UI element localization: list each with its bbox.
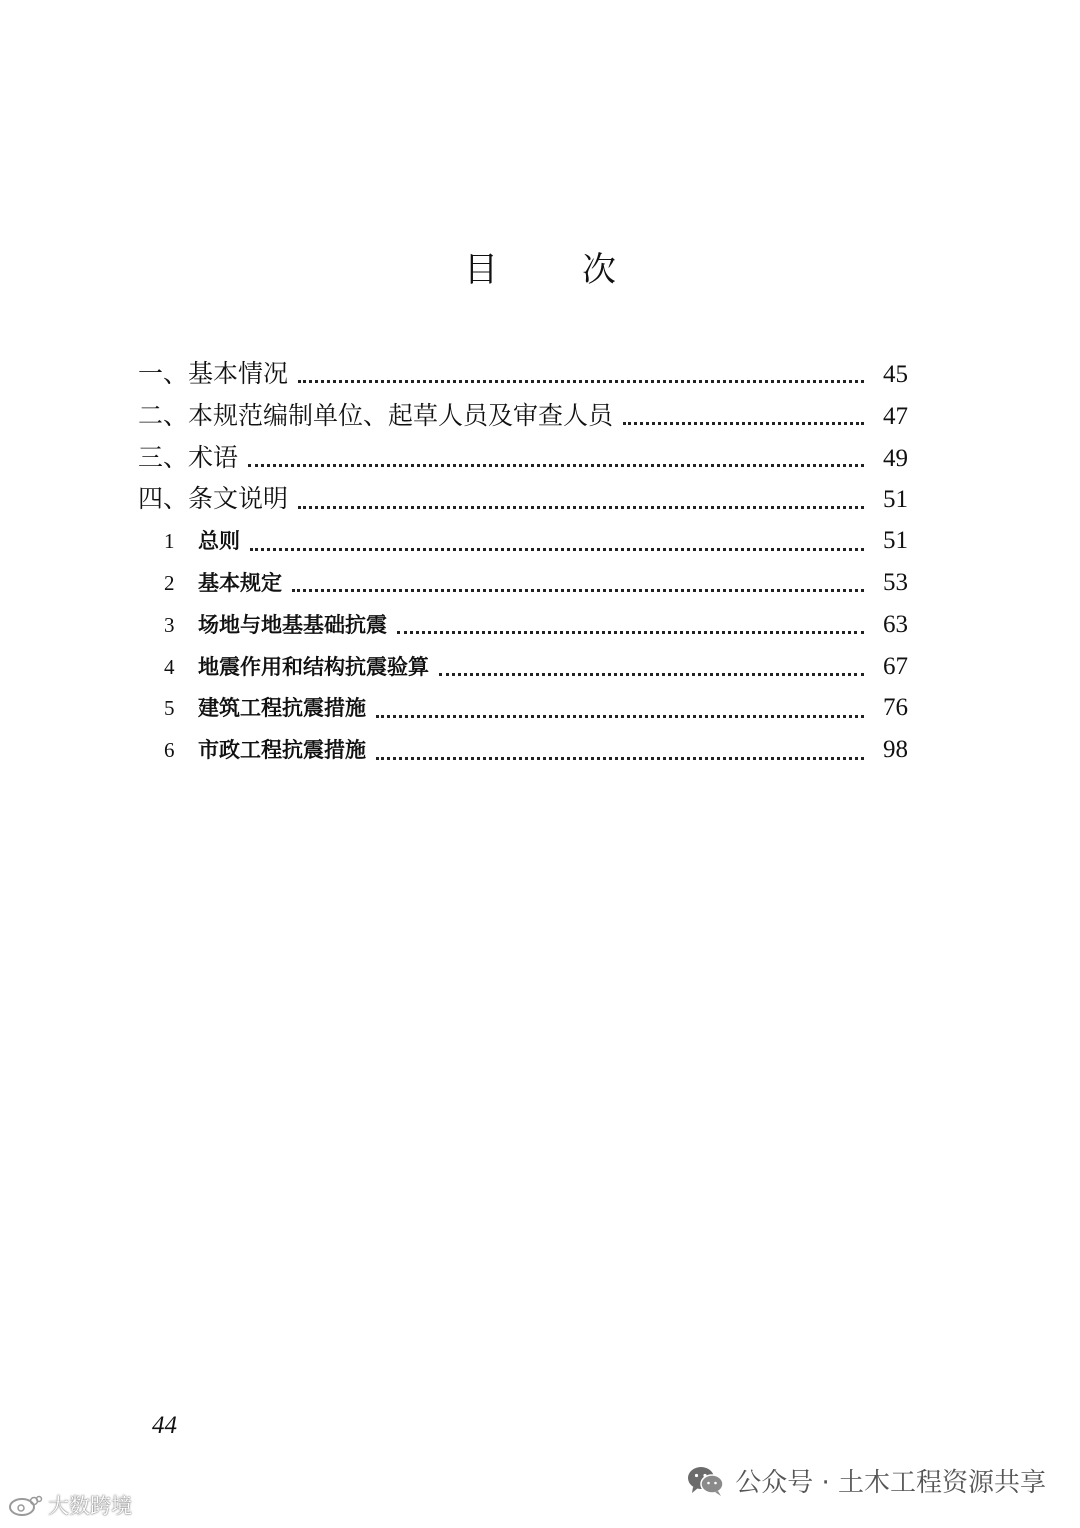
toc-subentry[interactable] [138, 562, 908, 604]
weibo-icon [8, 1493, 44, 1517]
toc-subentry-page: 53 [883, 568, 908, 596]
wechat-watermark-text: 公众号 · 土木工程资源共享 [735, 1468, 1046, 1498]
toc-entry-label: 四、条文说明 [138, 484, 289, 514]
toc-subentry-page: 98 [883, 736, 908, 764]
toc-subentry-page: 51 [883, 527, 908, 555]
toc-subentry-number: 6 [164, 738, 175, 763]
toc-title-char: 次 [582, 250, 616, 290]
toc-subentry-number: 2 [164, 570, 175, 595]
leader-dots [376, 737, 864, 760]
toc-entry-page: 49 [883, 444, 908, 472]
leader-dots [250, 528, 864, 551]
table-of-contents [138, 353, 908, 771]
toc-entry[interactable] [138, 395, 908, 437]
toc-subentry-page: 67 [883, 652, 908, 680]
toc-subentry-number: 5 [164, 696, 175, 721]
toc-subentry-number: 3 [164, 612, 175, 637]
toc-subentry[interactable] [138, 687, 908, 729]
wechat-icon [687, 1465, 725, 1497]
leader-dots [376, 695, 864, 718]
toc-subentry-page: 76 [883, 694, 908, 722]
page-number: 44 [152, 1412, 177, 1439]
weibo-watermark-text: 大数跨境 [48, 1494, 132, 1518]
toc-entry[interactable] [138, 437, 908, 479]
toc-subentry[interactable] [138, 729, 908, 771]
leader-dots [248, 444, 864, 467]
toc-subentry-label: 基本规定 [198, 570, 282, 595]
leader-dots [298, 360, 864, 383]
toc-subentry[interactable] [138, 604, 908, 646]
leader-dots [397, 611, 864, 634]
toc-subentry-number: 1 [164, 529, 175, 554]
toc-subentry-label: 场地与地基基础抗震 [198, 612, 387, 637]
toc-entry-label: 二、本规范编制单位、起草人员及审查人员 [138, 400, 614, 430]
toc-subentry-number: 4 [164, 654, 175, 679]
toc-entry-label: 三、术语 [138, 442, 239, 472]
leader-dots [439, 653, 864, 676]
toc-subentry[interactable] [138, 646, 908, 688]
toc-entry[interactable] [138, 353, 908, 395]
toc-title [0, 248, 1080, 292]
leader-dots [623, 402, 864, 425]
toc-subentry-label: 建筑工程抗震措施 [198, 696, 366, 721]
toc-entry[interactable] [138, 478, 908, 520]
weibo-watermark [8, 1490, 132, 1520]
leader-dots [298, 486, 864, 509]
toc-subentry-label: 市政工程抗震措施 [198, 738, 366, 763]
toc-subentry-page: 63 [883, 610, 908, 638]
wechat-watermark [687, 1462, 1046, 1499]
toc-entry-page: 47 [883, 402, 908, 430]
toc-subentry-label: 总则 [198, 529, 240, 554]
toc-subentry[interactable] [138, 520, 908, 562]
toc-title-char: 目 [464, 250, 498, 290]
toc-entry-page: 51 [883, 486, 908, 514]
toc-entry-label: 一、基本情况 [138, 359, 289, 388]
leader-dots [292, 569, 864, 592]
toc-entry-page: 45 [883, 361, 908, 388]
toc-subentry-label: 地震作用和结构抗震验算 [198, 654, 429, 679]
